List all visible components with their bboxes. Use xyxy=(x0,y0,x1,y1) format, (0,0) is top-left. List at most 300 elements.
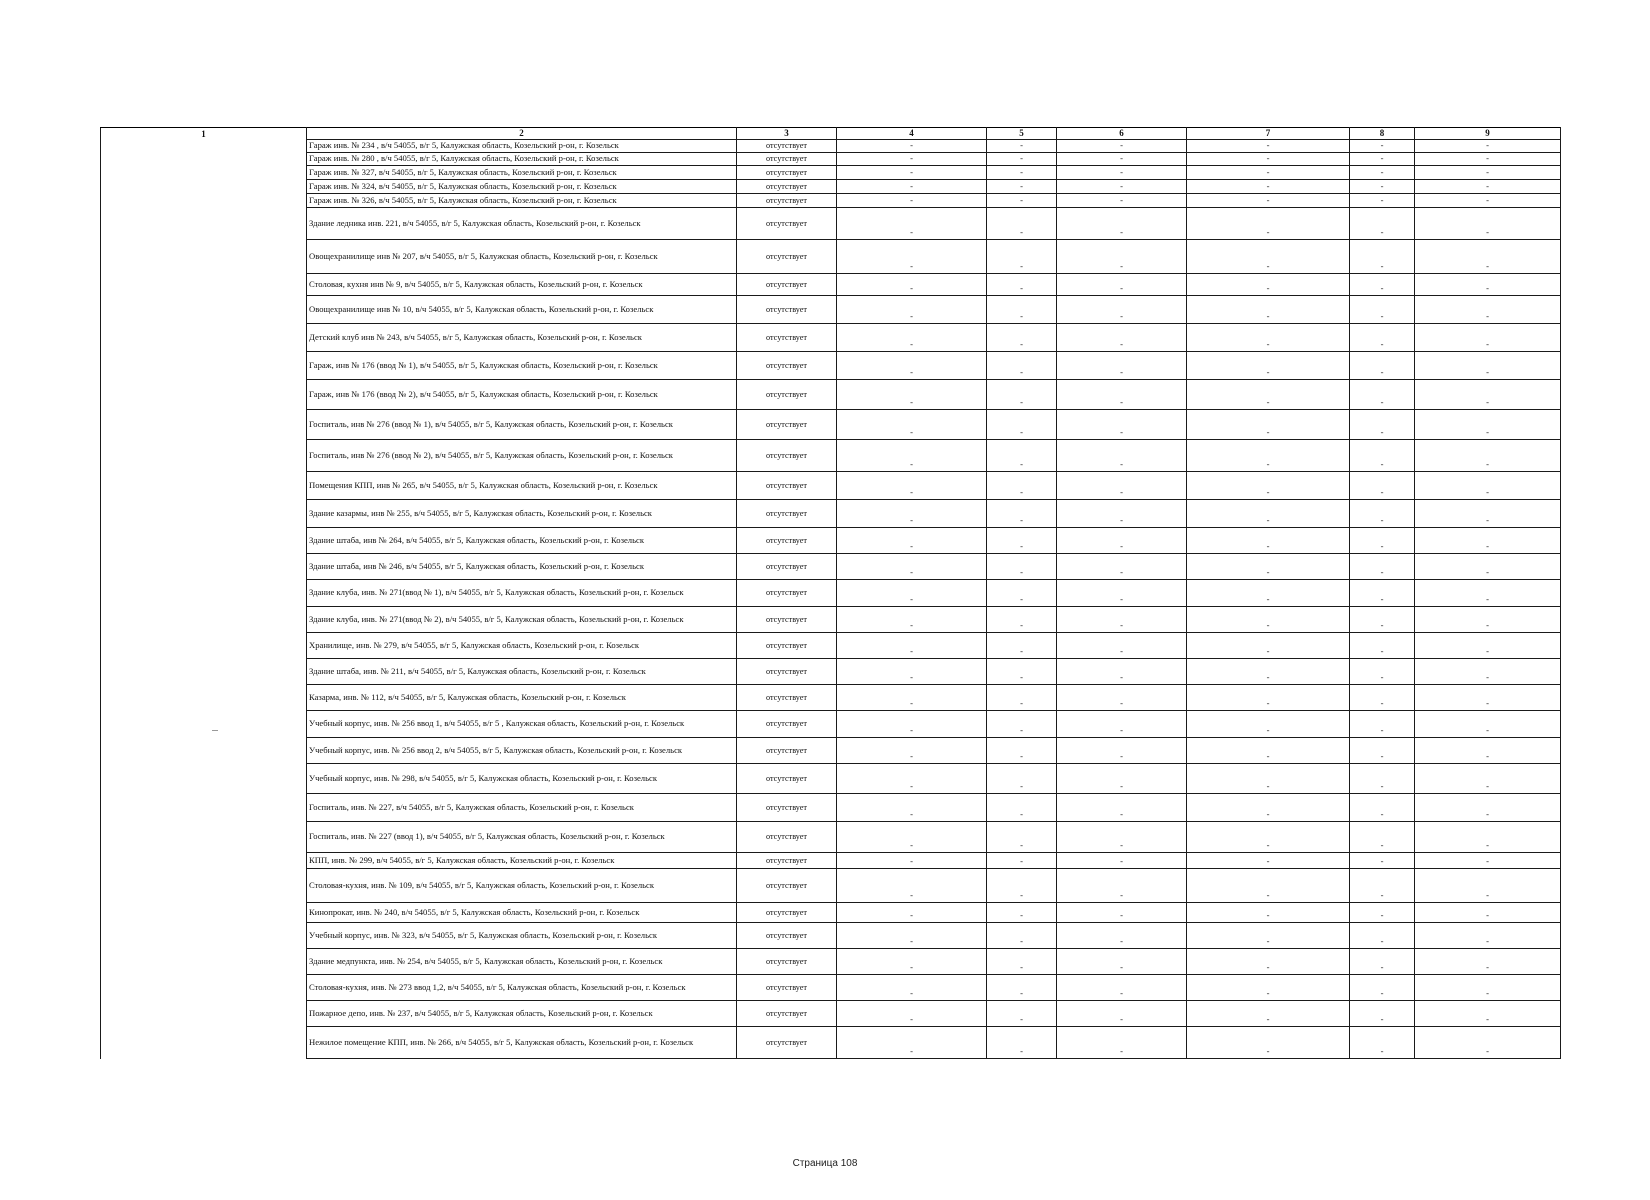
status-cell: отсутствует xyxy=(737,528,837,554)
empty-value-cell-col6: - xyxy=(1057,166,1187,180)
empty-value-cell-col5: - xyxy=(987,472,1057,500)
status-cell: отсутствует xyxy=(737,324,837,352)
empty-value-cell-col8: - xyxy=(1350,274,1415,296)
empty-value-cell-col6: - xyxy=(1057,528,1187,554)
object-description-cell: Гараж, инв № 176 (ввод № 2), в/ч 54055, в/г 5, Калужская область, Козельский р-он, г. Козельск xyxy=(307,380,737,410)
empty-value-cell-col8: - xyxy=(1350,166,1415,180)
empty-value-cell-col7: - xyxy=(1187,869,1350,903)
empty-value-cell-col7: - xyxy=(1187,274,1350,296)
object-description-cell: КПП, инв. № 299, в/ч 54055, в/г 5, Калужская область, Козельский р-он, г. Козельск xyxy=(307,853,737,869)
status-cell: отсутствует xyxy=(737,274,837,296)
empty-value-cell-col6: - xyxy=(1057,296,1187,324)
empty-value-cell-col5: - xyxy=(987,296,1057,324)
empty-value-cell-col5: - xyxy=(987,869,1057,903)
status-cell: отсутствует xyxy=(737,580,837,607)
empty-value-cell-col4: - xyxy=(837,472,987,500)
empty-value-cell-col8: - xyxy=(1350,140,1415,153)
empty-value-cell-col9: - xyxy=(1415,208,1561,240)
empty-value-cell-col4: - xyxy=(837,240,987,274)
empty-value-cell-col6: - xyxy=(1057,794,1187,822)
table-row xyxy=(101,352,1561,380)
object-description-cell: Здание ледника инв. 221, в/ч 54055, в/г 5, Калужская область, Козельский р-он, г. Козельск xyxy=(307,208,737,240)
row-number-cell xyxy=(101,764,307,794)
row-number-cell xyxy=(101,794,307,822)
empty-value-cell-col4: - xyxy=(837,554,987,580)
empty-value-cell-col9: - xyxy=(1415,738,1561,764)
empty-value-cell-col7: - xyxy=(1187,738,1350,764)
object-description-cell: Пожарное депо, инв. № 237, в/ч 54055, в/г 5, Калужская область, Козельский р-он, г. Козельск xyxy=(307,1001,737,1027)
empty-value-cell-col4: - xyxy=(837,528,987,554)
empty-value-cell-col8: - xyxy=(1350,380,1415,410)
empty-value-cell-col5: - xyxy=(987,380,1057,410)
object-description-cell: Учебный корпус, инв. № 256 ввод 2, в/ч 54055, в/г 5, Калужская область, Козельский р-он, г. Козельск xyxy=(307,738,737,764)
empty-value-cell-col9: - xyxy=(1415,352,1561,380)
object-description-cell: Здание штаба, инв. № 211, в/ч 54055, в/г 5, Калужская область, Козельский р-он, г. Козельск xyxy=(307,659,737,685)
table-header-row xyxy=(101,128,1561,140)
empty-value-cell-col7: - xyxy=(1187,296,1350,324)
empty-value-cell-col5: - xyxy=(987,1027,1057,1059)
empty-value-cell-col4: - xyxy=(837,410,987,440)
empty-value-cell-col8: - xyxy=(1350,240,1415,274)
table-row xyxy=(101,240,1561,274)
table-row xyxy=(101,180,1561,194)
empty-value-cell-col5: - xyxy=(987,822,1057,853)
empty-value-cell-col5: - xyxy=(987,140,1057,153)
empty-value-cell-col9: - xyxy=(1415,659,1561,685)
status-cell: отсутствует xyxy=(737,607,837,633)
empty-value-cell-col9: - xyxy=(1415,194,1561,208)
empty-value-cell-col5: - xyxy=(987,180,1057,194)
empty-value-cell-col4: - xyxy=(837,440,987,472)
empty-value-cell-col4: - xyxy=(837,324,987,352)
empty-value-cell-col4: - xyxy=(837,194,987,208)
empty-value-cell-col9: - xyxy=(1415,633,1561,659)
table-row xyxy=(101,194,1561,208)
empty-value-cell-col9: - xyxy=(1415,472,1561,500)
empty-value-cell-col9: - xyxy=(1415,949,1561,975)
empty-value-cell-col9: - xyxy=(1415,240,1561,274)
empty-value-cell-col6: - xyxy=(1057,352,1187,380)
table-row xyxy=(101,153,1561,166)
empty-value-cell-col7: - xyxy=(1187,1001,1350,1027)
empty-value-cell-col7: - xyxy=(1187,822,1350,853)
empty-value-cell-col7: - xyxy=(1187,324,1350,352)
empty-value-cell-col5: - xyxy=(987,240,1057,274)
empty-value-cell-col6: - xyxy=(1057,923,1187,949)
table-row xyxy=(101,607,1561,633)
empty-value-cell-col7: - xyxy=(1187,975,1350,1001)
empty-value-cell-col7: - xyxy=(1187,140,1350,153)
column-header-6: 6 xyxy=(1057,128,1187,140)
empty-value-cell-col8: - xyxy=(1350,472,1415,500)
empty-value-cell-col4: - xyxy=(837,166,987,180)
object-description-cell: Гараж инв. № 327, в/ч 54055, в/г 5, Калужская область, Козельский р-он, г. Козельск xyxy=(307,166,737,180)
empty-value-cell-col9: - xyxy=(1415,903,1561,923)
row-number-cell xyxy=(101,180,307,194)
table-row xyxy=(101,659,1561,685)
empty-value-cell-col8: - xyxy=(1350,1001,1415,1027)
empty-value-cell-col6: - xyxy=(1057,380,1187,410)
empty-value-cell-col7: - xyxy=(1187,180,1350,194)
empty-value-cell-col9: - xyxy=(1415,1001,1561,1027)
empty-value-cell-col4: - xyxy=(837,140,987,153)
table-row xyxy=(101,1027,1561,1059)
empty-value-cell-col5: - xyxy=(987,500,1057,528)
empty-value-cell-col6: - xyxy=(1057,472,1187,500)
empty-value-cell-col8: - xyxy=(1350,949,1415,975)
object-description-cell: Овощехранилище инв № 10, в/ч 54055, в/г 5, Калужская область, Козельский р-он, г. Козельск xyxy=(307,296,737,324)
empty-value-cell-col5: - xyxy=(987,1001,1057,1027)
empty-value-cell-col6: - xyxy=(1057,738,1187,764)
empty-value-cell-col5: - xyxy=(987,153,1057,166)
empty-value-cell-col5: - xyxy=(987,949,1057,975)
table-row xyxy=(101,166,1561,180)
empty-value-cell-col6: - xyxy=(1057,554,1187,580)
row-number-cell xyxy=(101,208,307,240)
table-row xyxy=(101,869,1561,903)
row-number-cell xyxy=(101,975,307,1001)
empty-value-cell-col4: - xyxy=(837,822,987,853)
empty-value-cell-col8: - xyxy=(1350,208,1415,240)
status-cell: отсутствует xyxy=(737,166,837,180)
object-description-cell: Гараж инв. № 324, в/ч 54055, в/г 5, Калужская область, Козельский р-он, г. Козельск xyxy=(307,180,737,194)
status-cell: отсутствует xyxy=(737,633,837,659)
empty-value-cell-col8: - xyxy=(1350,528,1415,554)
empty-value-cell-col6: - xyxy=(1057,208,1187,240)
empty-value-cell-col7: - xyxy=(1187,554,1350,580)
empty-value-cell-col4: - xyxy=(837,685,987,711)
empty-value-cell-col8: - xyxy=(1350,607,1415,633)
empty-value-cell-col9: - xyxy=(1415,410,1561,440)
empty-value-cell-col7: - xyxy=(1187,853,1350,869)
empty-value-cell-col5: - xyxy=(987,764,1057,794)
empty-value-cell-col7: - xyxy=(1187,580,1350,607)
status-cell: отсутствует xyxy=(737,500,837,528)
empty-value-cell-col9: - xyxy=(1415,607,1561,633)
table-row xyxy=(101,324,1561,352)
empty-value-cell-col5: - xyxy=(987,410,1057,440)
empty-value-cell-col4: - xyxy=(837,738,987,764)
empty-value-cell-col5: - xyxy=(987,711,1057,738)
object-description-cell: Госпиталь, инв. № 227, в/ч 54055, в/г 5, Калужская область, Козельский р-он, г. Козельск xyxy=(307,794,737,822)
row-number-cell xyxy=(101,352,307,380)
column-header-8: 8 xyxy=(1350,128,1415,140)
objects-table xyxy=(100,127,1561,1059)
table-row xyxy=(101,528,1561,554)
empty-value-cell-col4: - xyxy=(837,208,987,240)
object-description-cell: Госпиталь, инв № 276 (ввод № 2), в/ч 54055, в/г 5, Калужская область, Козельский р-он, г. Козельск xyxy=(307,440,737,472)
object-description-cell: Хранилище, инв. № 279, в/ч 54055, в/г 5, Калужская область, Козельский р-он, г. Козельск xyxy=(307,633,737,659)
empty-value-cell-col6: - xyxy=(1057,140,1187,153)
empty-value-cell-col8: - xyxy=(1350,975,1415,1001)
row-number-cell xyxy=(101,607,307,633)
status-cell: отсутствует xyxy=(737,380,837,410)
empty-value-cell-col9: - xyxy=(1415,975,1561,1001)
empty-value-cell-col8: - xyxy=(1350,853,1415,869)
column-header-3: 3 xyxy=(737,128,837,140)
table-row xyxy=(101,903,1561,923)
status-cell: отсутствует xyxy=(737,949,837,975)
empty-value-cell-col6: - xyxy=(1057,580,1187,607)
page-number: Страница 108 xyxy=(792,1158,858,1169)
empty-value-cell-col5: - xyxy=(987,208,1057,240)
table-row xyxy=(101,975,1561,1001)
table-row xyxy=(101,208,1561,240)
column-header-9: 9 xyxy=(1415,128,1561,140)
empty-value-cell-col6: - xyxy=(1057,607,1187,633)
table-row xyxy=(101,711,1561,738)
object-description-cell: Кинопрокат, инв. № 240, в/ч 54055, в/г 5, Калужская область, Козельский р-он, г. Козельск xyxy=(307,903,737,923)
empty-value-cell-col6: - xyxy=(1057,500,1187,528)
empty-value-cell-col5: - xyxy=(987,685,1057,711)
row-number-cell xyxy=(101,440,307,472)
empty-value-cell-col8: - xyxy=(1350,180,1415,194)
status-cell: отсутствует xyxy=(737,685,837,711)
empty-value-cell-col8: - xyxy=(1350,685,1415,711)
empty-value-cell-col4: - xyxy=(837,580,987,607)
empty-value-cell-col4: - xyxy=(837,853,987,869)
empty-value-cell-col8: - xyxy=(1350,296,1415,324)
row-number-cell xyxy=(101,274,307,296)
empty-value-cell-col7: - xyxy=(1187,949,1350,975)
object-description-cell: Гараж инв. № 234 , в/ч 54055, в/г 5, Калужская область, Козельский р-он, г. Козельск xyxy=(307,140,737,153)
row-number-cell xyxy=(101,324,307,352)
empty-value-cell-col7: - xyxy=(1187,1027,1350,1059)
row-number-cell xyxy=(101,1001,307,1027)
object-description-cell: Здание казармы, инв № 255, в/ч 54055, в/г 5, Калужская область, Козельский р-он, г. Козельск xyxy=(307,500,737,528)
status-cell: отсутствует xyxy=(737,240,837,274)
empty-value-cell-col8: - xyxy=(1350,580,1415,607)
empty-value-cell-col4: - xyxy=(837,180,987,194)
row-number-cell xyxy=(101,554,307,580)
empty-value-cell-col5: - xyxy=(987,324,1057,352)
empty-value-cell-col9: - xyxy=(1415,1027,1561,1059)
status-cell: отсутствует xyxy=(737,296,837,324)
empty-value-cell-col7: - xyxy=(1187,764,1350,794)
empty-value-cell-col7: - xyxy=(1187,440,1350,472)
empty-value-cell-col9: - xyxy=(1415,140,1561,153)
empty-value-cell-col6: - xyxy=(1057,324,1187,352)
row-number-cell xyxy=(101,633,307,659)
status-cell: отсутствует xyxy=(737,180,837,194)
empty-value-cell-col8: - xyxy=(1350,738,1415,764)
empty-value-cell-col5: - xyxy=(987,607,1057,633)
empty-value-cell-col7: - xyxy=(1187,711,1350,738)
empty-value-cell-col9: - xyxy=(1415,153,1561,166)
empty-value-cell-col4: - xyxy=(837,975,987,1001)
row-number-cell xyxy=(101,194,307,208)
empty-value-cell-col6: - xyxy=(1057,853,1187,869)
empty-value-cell-col5: - xyxy=(987,554,1057,580)
empty-value-cell-col6: - xyxy=(1057,822,1187,853)
status-cell: отсутствует xyxy=(737,764,837,794)
empty-value-cell-col9: - xyxy=(1415,794,1561,822)
empty-value-cell-col6: - xyxy=(1057,711,1187,738)
status-cell: отсутствует xyxy=(737,711,837,738)
status-cell: отсутствует xyxy=(737,1001,837,1027)
empty-value-cell-col7: - xyxy=(1187,607,1350,633)
object-description-cell: Здание медпункта, инв. № 254, в/ч 54055, в/г 5, Калужская область, Козельский р-он, г. Козельск xyxy=(307,949,737,975)
empty-value-cell-col7: - xyxy=(1187,794,1350,822)
row-number-cell xyxy=(101,853,307,869)
empty-value-cell-col8: - xyxy=(1350,869,1415,903)
empty-value-cell-col6: - xyxy=(1057,1001,1187,1027)
object-description-cell: Детский клуб инв № 243, в/ч 54055, в/г 5, Калужская область, Козельский р-он, г. Козельск xyxy=(307,324,737,352)
empty-value-cell-col6: - xyxy=(1057,1027,1187,1059)
status-cell: отсутствует xyxy=(737,853,837,869)
object-description-cell: Здание клуба, инв. № 271(ввод № 1), в/ч 54055, в/г 5, Калужская область, Козельский р-он, г. Козельск xyxy=(307,580,737,607)
empty-value-cell-col9: - xyxy=(1415,764,1561,794)
empty-value-cell-col9: - xyxy=(1415,923,1561,949)
empty-value-cell-col8: - xyxy=(1350,324,1415,352)
empty-value-cell-col8: - xyxy=(1350,440,1415,472)
empty-value-cell-col8: - xyxy=(1350,822,1415,853)
column-header-5: 5 xyxy=(987,128,1057,140)
row-number-cell xyxy=(101,685,307,711)
empty-value-cell-col6: - xyxy=(1057,685,1187,711)
empty-value-cell-col4: - xyxy=(837,1001,987,1027)
empty-value-cell-col7: - xyxy=(1187,923,1350,949)
empty-value-cell-col6: - xyxy=(1057,949,1187,975)
object-description-cell: Здание штаба, инв № 246, в/ч 54055, в/г 5, Калужская область, Козельский р-он, г. Козельск xyxy=(307,554,737,580)
empty-value-cell-col4: - xyxy=(837,949,987,975)
table-row xyxy=(101,500,1561,528)
object-description-cell: Гараж, инв № 176 (ввод № 1), в/ч 54055, в/г 5, Калужская область, Козельский р-он, г. Козельск xyxy=(307,352,737,380)
empty-value-cell-col6: - xyxy=(1057,153,1187,166)
empty-value-cell-col7: - xyxy=(1187,166,1350,180)
status-cell: отсутствует xyxy=(737,738,837,764)
table-row xyxy=(101,440,1561,472)
empty-value-cell-col5: - xyxy=(987,274,1057,296)
table-row xyxy=(101,580,1561,607)
status-cell: отсутствует xyxy=(737,923,837,949)
empty-value-cell-col9: - xyxy=(1415,711,1561,738)
empty-value-cell-col9: - xyxy=(1415,274,1561,296)
object-description-cell: Здание клуба, инв. № 271(ввод № 2), в/ч 54055, в/г 5, Калужская область, Козельский р-он, г. Козельск xyxy=(307,607,737,633)
table-row xyxy=(101,296,1561,324)
empty-value-cell-col7: - xyxy=(1187,500,1350,528)
empty-value-cell-col9: - xyxy=(1415,380,1561,410)
table-row xyxy=(101,140,1561,153)
empty-value-cell-col6: - xyxy=(1057,194,1187,208)
row-number-cell xyxy=(101,580,307,607)
empty-value-cell-col5: - xyxy=(987,440,1057,472)
empty-value-cell-col8: - xyxy=(1350,923,1415,949)
empty-value-cell-col7: - xyxy=(1187,903,1350,923)
row-number-cell xyxy=(101,140,307,153)
empty-value-cell-col6: - xyxy=(1057,975,1187,1001)
empty-value-cell-col6: - xyxy=(1057,180,1187,194)
object-description-cell: Гараж инв. № 280 , в/ч 54055, в/г 5, Калужская область, Козельский р-он, г. Козельск xyxy=(307,153,737,166)
row-number-cell xyxy=(101,528,307,554)
column-header-1: 1 xyxy=(101,128,307,140)
empty-value-cell-col5: - xyxy=(987,528,1057,554)
object-description-cell: Учебный корпус, инв. № 256 ввод 1, в/ч 54055, в/г 5 , Калужская область, Козельский р-он, г. Козельск xyxy=(307,711,737,738)
empty-value-cell-col5: - xyxy=(987,923,1057,949)
table-row xyxy=(101,764,1561,794)
empty-value-cell-col7: - xyxy=(1187,472,1350,500)
empty-value-cell-col4: - xyxy=(837,794,987,822)
table-row xyxy=(101,472,1561,500)
table-body xyxy=(101,128,1561,1059)
empty-value-cell-col8: - xyxy=(1350,500,1415,528)
empty-value-cell-col4: - xyxy=(837,607,987,633)
empty-value-cell-col4: - xyxy=(837,711,987,738)
empty-value-cell-col4: - xyxy=(837,923,987,949)
empty-value-cell-col9: - xyxy=(1415,440,1561,472)
empty-value-cell-col8: - xyxy=(1350,410,1415,440)
status-cell: отсутствует xyxy=(737,1027,837,1059)
empty-value-cell-col5: - xyxy=(987,903,1057,923)
empty-value-cell-col7: - xyxy=(1187,659,1350,685)
empty-value-cell-col4: - xyxy=(837,869,987,903)
status-cell: отсутствует xyxy=(737,975,837,1001)
status-cell: отсутствует xyxy=(737,140,837,153)
row-number-cell xyxy=(101,738,307,764)
empty-value-cell-col6: - xyxy=(1057,764,1187,794)
empty-value-cell-col9: - xyxy=(1415,554,1561,580)
empty-value-cell-col9: - xyxy=(1415,685,1561,711)
object-description-cell: Помещения КПП, инв № 265, в/ч 54055, в/г 5, Калужская область, Козельский р-он, г. Козельск xyxy=(307,472,737,500)
table-row xyxy=(101,274,1561,296)
column-header-7: 7 xyxy=(1187,128,1350,140)
empty-value-cell-col6: - xyxy=(1057,440,1187,472)
row-number-cell xyxy=(101,500,307,528)
object-description-cell: Здание штаба, инв № 264, в/ч 54055, в/г 5, Калужская область, Козельский р-он, г. Козельск xyxy=(307,528,737,554)
empty-value-cell-col7: - xyxy=(1187,380,1350,410)
table-row xyxy=(101,794,1561,822)
row-number-cell xyxy=(101,949,307,975)
row-number-cell xyxy=(101,659,307,685)
object-description-cell: Столовая, кухня инв № 9, в/ч 54055, в/г 5, Калужская область, Козельский р-он, г. Козельск xyxy=(307,274,737,296)
empty-value-cell-col5: - xyxy=(987,166,1057,180)
empty-value-cell-col6: - xyxy=(1057,274,1187,296)
empty-value-cell-col9: - xyxy=(1415,324,1561,352)
empty-value-cell-col9: - xyxy=(1415,822,1561,853)
empty-value-cell-col9: - xyxy=(1415,500,1561,528)
row-number-cell xyxy=(101,380,307,410)
empty-value-cell-col4: - xyxy=(837,500,987,528)
empty-value-cell-col8: - xyxy=(1350,194,1415,208)
empty-value-cell-col4: - xyxy=(837,903,987,923)
empty-value-cell-col4: - xyxy=(837,352,987,380)
table-row xyxy=(101,923,1561,949)
empty-value-cell-col9: - xyxy=(1415,869,1561,903)
status-cell: отсутствует xyxy=(737,208,837,240)
object-description-cell: Столовая-кухня, инв. № 273 ввод 1,2, в/ч 54055, в/г 5, Калужская область, Козельский р-он, г. Козельск xyxy=(307,975,737,1001)
status-cell: отсутствует xyxy=(737,822,837,853)
empty-value-cell-col4: - xyxy=(837,659,987,685)
empty-value-cell-col7: - xyxy=(1187,153,1350,166)
empty-value-cell-col4: - xyxy=(837,274,987,296)
empty-value-cell-col5: - xyxy=(987,352,1057,380)
row-number-cell xyxy=(101,903,307,923)
row-number-cell xyxy=(101,923,307,949)
row-number-cell xyxy=(101,153,307,166)
empty-value-cell-col6: - xyxy=(1057,659,1187,685)
empty-value-cell-col7: - xyxy=(1187,208,1350,240)
empty-value-cell-col5: - xyxy=(987,975,1057,1001)
empty-value-cell-col4: - xyxy=(837,633,987,659)
row-number-cell xyxy=(101,711,307,738)
empty-value-cell-col4: - xyxy=(837,380,987,410)
object-description-cell: Госпиталь, инв № 276 (ввод № 1), в/ч 54055, в/г 5, Калужская область, Козельский р-он, г. Козельск xyxy=(307,410,737,440)
empty-value-cell-col8: - xyxy=(1350,794,1415,822)
object-description-cell: Казарма, инв. № 112, в/ч 54055, в/г 5, Калужская область, Козельский р-он, г. Козельск xyxy=(307,685,737,711)
status-cell: отсутствует xyxy=(737,869,837,903)
object-description-cell: Госпиталь, инв. № 227 (ввод 1), в/ч 54055, в/г 5, Калужская область, Козельский р-он, г. Козельск xyxy=(307,822,737,853)
table-row xyxy=(101,554,1561,580)
